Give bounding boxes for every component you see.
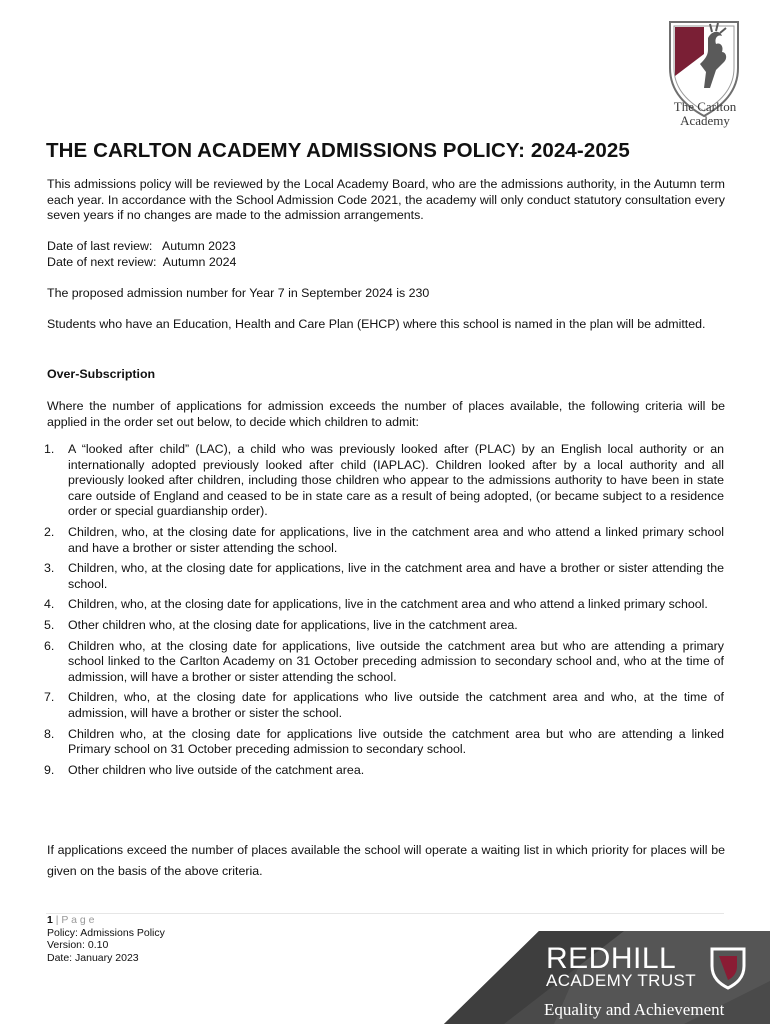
policy-name: Policy: Admissions Policy: [47, 926, 165, 939]
criteria-number: 7.: [44, 690, 55, 705]
admission-number-text: The proposed admission number for Year 7 in September 2024 is 230: [47, 286, 430, 300]
criteria-number: 2.: [44, 524, 55, 539]
criteria-number: 8.: [44, 726, 55, 741]
page-number-value: 1: [47, 914, 53, 926]
page-number: [47, 914, 165, 927]
policy-date: Date: January 2023: [47, 951, 139, 964]
ehcp-paragraph: Students who have an Education, Health and Care Plan (EHCP) where this school is named in the plan will be admitted.: [47, 317, 706, 331]
criteria-text: Other children who live outside of the catchment area.: [68, 762, 365, 777]
trust-subtitle: ACADEMY TRUST: [546, 971, 697, 990]
criteria-item: [44, 525, 724, 556]
policy-version: Version: 0.10: [47, 939, 109, 952]
criteria-number: 6.: [44, 638, 55, 653]
page-separator: |: [52, 914, 62, 926]
criteria-number: 9.: [44, 762, 55, 777]
school-logo-text: The Carlton Academy: [673, 99, 737, 128]
last-review-date: Date of last review: Autumn 2023: [47, 239, 236, 253]
criteria-text: Children, who, at the closing date for applications, live in the catchment area and who attend a linked primary school and have a brother or sister attending the school.: [68, 524, 724, 555]
criteria-number: 3.: [44, 561, 55, 576]
criteria-item: [44, 690, 724, 721]
oversubscription-intro: Where the number of applications for admission exceeds the number of places available, the following criteria will be applied in the order set out below, to decide which children to admit:: [47, 399, 725, 429]
criteria-text: Other children who, at the closing date for applications, live in the catchment area.: [68, 617, 518, 632]
criteria-item: [44, 597, 724, 613]
page-word: P a g e: [61, 914, 95, 926]
page-title: THE CARLTON ACADEMY ADMISSIONS POLICY: 2024-2025: [46, 139, 630, 162]
criteria-item: [44, 763, 724, 779]
criteria-item: [44, 727, 724, 758]
criteria-number: 4.: [44, 597, 55, 612]
criteria-item: [44, 561, 724, 592]
trust-name: REDHILL: [546, 942, 677, 975]
oversubscription-heading: Over-Subscription: [47, 367, 156, 381]
criteria-text: Children, who, at the closing date for applications, live in the catchment area and have a brother or sister attending the school.: [68, 561, 724, 591]
next-review-date: Date of next review: Autumn 2024: [47, 255, 237, 269]
trust-tagline: Equality and Achievement: [544, 1000, 725, 1019]
intro-paragraph: This admissions policy will be reviewed by the Local Academy Board, who are the admissions authority, in the Autumn term each year. In accordance with the School Admission Code 2021, the academy will only conduct statutory consultation every seven years if no changes are made to the admission arrangements.: [47, 177, 725, 223]
criteria-list: [44, 442, 724, 783]
redhill-emblem-icon: [709, 946, 747, 990]
criteria-item: [44, 639, 724, 686]
waiting-list-paragraph: If applications exceed the number of places available the school will operate a waiting list in which priority for places will be given on the basis of the above criteria.: [47, 843, 725, 878]
criteria-text: Children, who, at the closing date for applications who live outside the catchment area and who, at the time of admission, will have a brother or sister the school.: [68, 690, 724, 720]
criteria-number: 5.: [44, 617, 55, 632]
criteria-item: [44, 442, 724, 520]
criteria-number: 1.: [44, 442, 55, 456]
criteria-item: [44, 618, 724, 634]
criteria-text: A “looked after child” (LAC), a child who was previously looked after (PLAC) by an English local authority or an internationally adopted previously looked after child (IAPLAC). Children looked after by a local authority and all previously looked after children, including those children who appear to the admissions authority to have been in state care outside of England and ceased to be in state care as a result of being adopted, (or became subject to a residence order or special guardianship order).: [68, 442, 724, 519]
criteria-text: Children who, at the closing date for applications, live outside the catchment area but who are attending a primary school linked to the Carlton Academy on 31 October preceding admission to secondary school and, who at the time of admission, will have a brother or sister attending the school.: [68, 638, 724, 684]
criteria-text: Children, who, at the closing date for applications, live in the catchment area and who attend a linked primary school.: [68, 597, 708, 612]
criteria-text: Children who, at the closing date for applications live outside the catchment area but who are attending a linked Primary school on 31 October preceding admission to secondary school.: [68, 726, 724, 757]
footer: [47, 914, 165, 964]
